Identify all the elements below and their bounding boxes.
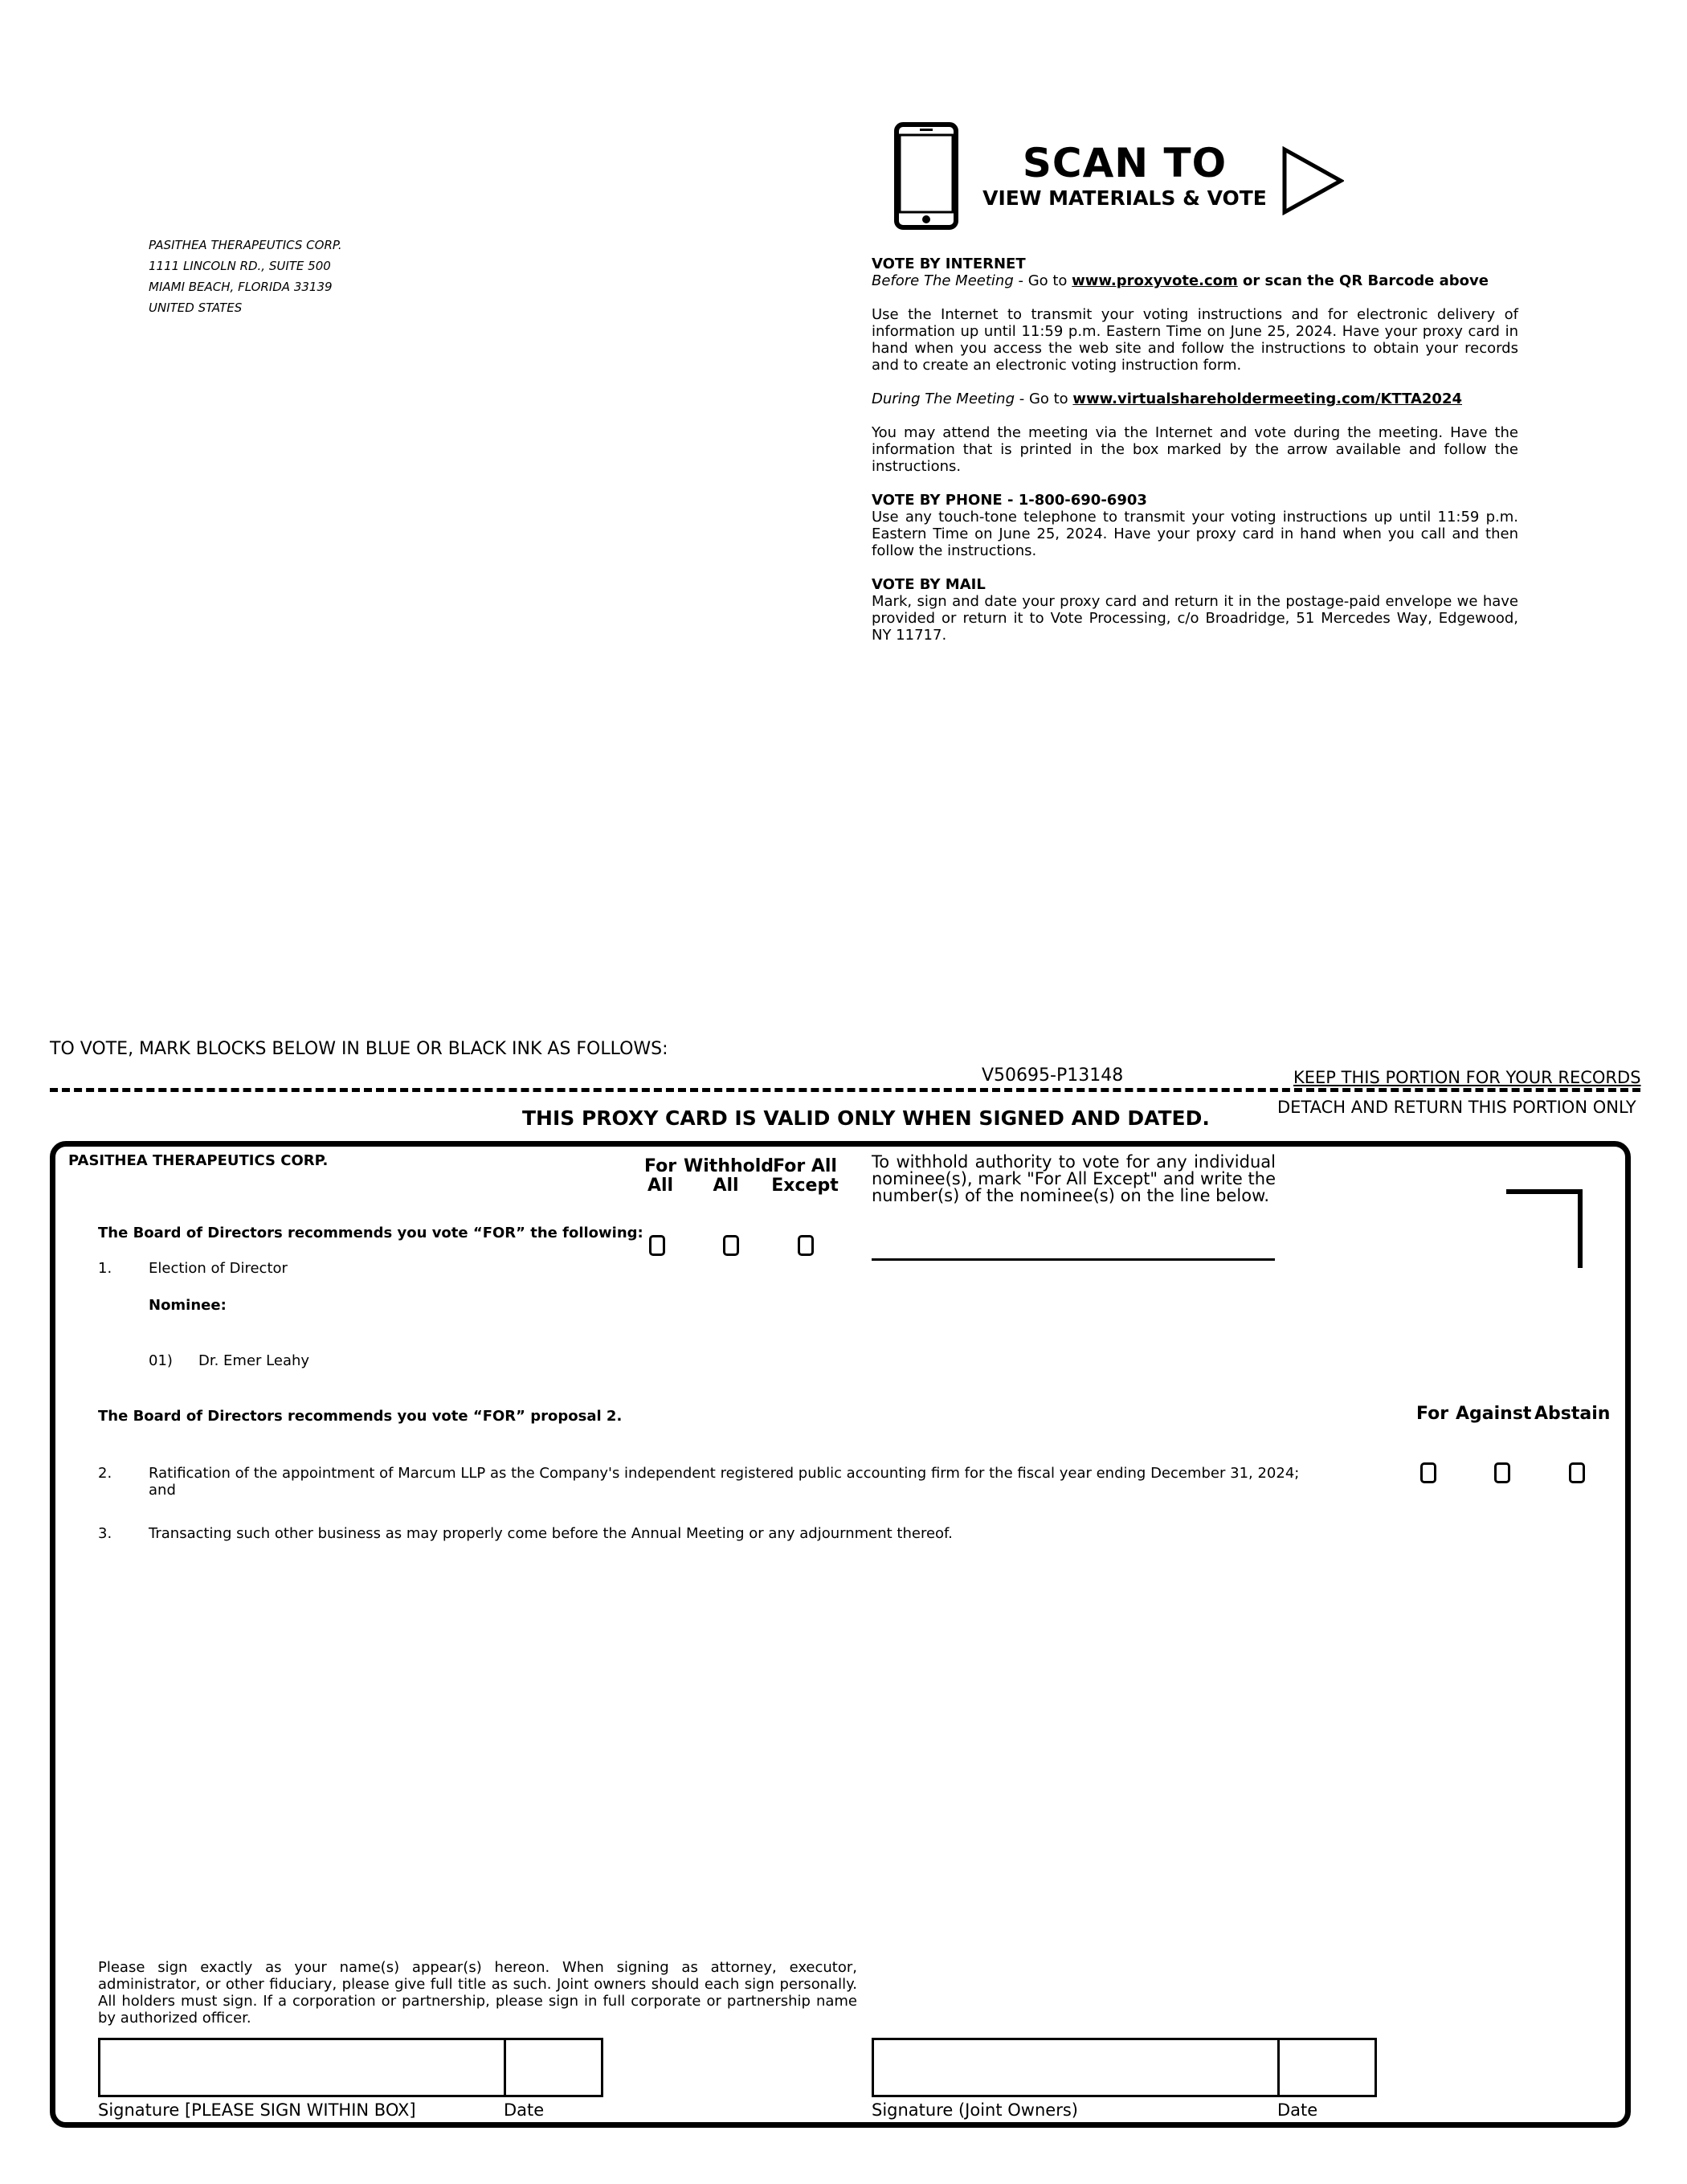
- virtual-meeting-link[interactable]: www.virtualshareholdermeeting.com/KTTA2024: [1072, 391, 1462, 407]
- signature-label: Signature [PLEASE SIGN WITHIN BOX]: [98, 2100, 416, 2120]
- mail-heading: VOTE BY MAIL: [872, 576, 986, 593]
- joint-date-label: Date: [1277, 2100, 1318, 2120]
- col-withhold-all: Withhold All: [684, 1156, 774, 1196]
- nominee-label: Nominee:: [149, 1297, 227, 1314]
- mark-instructions: TO VOTE, MARK BLOCKS BELOW IN BLUE OR BLACK INK AS FOLLOWS:: [50, 1039, 668, 1059]
- checkbox-abstain[interactable]: [1569, 1462, 1585, 1483]
- during-meeting-line: During The Meeting - Go to www.virtualshareholdermeeting.com/KTTA2024: [872, 391, 1462, 407]
- col-for-all: For All: [643, 1156, 677, 1196]
- rec-directors: The Board of Directors recommends you vote “FOR” the following:: [98, 1225, 643, 1241]
- sign-instructions: Please sign exactly as your name(s) appear(s) hereon. When signing as attorney, executor, administrator, or other fiduciary, please give full title as such. Joint owners should each sign personally. All holders must sign. If a corporation or partnership, please sign in full corporate or partnership name by authorized officer.: [98, 1959, 857, 2027]
- scan-title: SCAN TO: [1022, 140, 1227, 186]
- address-country: UNITED STATES: [149, 301, 243, 315]
- before-meeting-line: Before The Meeting - Go to www.proxyvote.com or scan the QR Barcode above: [872, 272, 1489, 289]
- internet-body: Use the Internet to transmit your voting instructions and for electronic delivery of information up until 11:59 p.m. Eastern Time on June 25, 2024. Have your proxy card in hand when you access the web site and follow the instructions to obtain your records and to create an electronic voting instruction form.: [872, 306, 1518, 374]
- during-meeting-label: During The Meeting: [872, 391, 1015, 407]
- item3-number: 3.: [98, 1525, 112, 1542]
- voting-instructions: [872, 256, 1518, 644]
- checkbox-against[interactable]: [1494, 1462, 1510, 1483]
- corner-mark: [1506, 1189, 1583, 1268]
- detach-portion-label: DETACH AND RETURN THIS PORTION ONLY: [1277, 1098, 1636, 1117]
- during-meeting-body: You may attend the meeting via the Internet and vote during the meeting. Have the information that is printed in the box marked by the arrow available and follow the instructions.: [872, 424, 1518, 475]
- col-abstain: Abstain: [1534, 1404, 1611, 1424]
- except-write-in-line[interactable]: [872, 1258, 1275, 1261]
- play-arrow-icon: [1281, 146, 1344, 215]
- valid-notice: THIS PROXY CARD IS VALID ONLY WHEN SIGNED AND DATED.: [522, 1106, 1210, 1130]
- item2-text: Ratification of the appointment of Marcum LLP as the Company's independent registered public accounting firm for the fiscal year ending December 31, 2024; and: [149, 1465, 1300, 1499]
- keep-portion-label: KEEP THIS PORTION FOR YOUR RECORDS: [1293, 1068, 1641, 1087]
- withhold-note: To withhold authority to vote for any individual nominee(s), mark "For All Except" and write the number(s) of the nominee(s) on the line below.: [872, 1152, 1276, 1205]
- address-line1: 1111 LINCOLN RD., SUITE 500: [149, 259, 331, 273]
- phone-body: Use any touch-tone telephone to transmit your voting instructions up until 11:59 p.m. Eastern Time on June 25, 2024. Have your proxy card in hand when you call and then follow the instructions.: [872, 509, 1518, 559]
- proxyvote-link[interactable]: www.proxyvote.com: [1072, 272, 1238, 289]
- address-company-name: PASITHEA THERAPEUTICS CORP.: [149, 238, 342, 252]
- internet-heading: VOTE BY INTERNET: [872, 256, 1026, 272]
- scan-subtitle: VIEW MATERIALS & VOTE: [982, 186, 1267, 210]
- joint-signature-box[interactable]: [872, 2038, 1280, 2097]
- date-label: Date: [504, 2100, 545, 2120]
- mail-body: Mark, sign and date your proxy card and return it in the postage-paid envelope we have provided or return it to Vote Processing, c/o Broadridge, 51 Mercedes Way, Edgewood, NY 11717.: [872, 593, 1518, 644]
- checkbox-for-all[interactable]: [649, 1235, 665, 1256]
- item3-text: Transacting such other business as may properly come before the Annual Meeting or any adjournment thereof.: [149, 1525, 953, 1542]
- item1-number: 1.: [98, 1260, 112, 1277]
- col-for-all-except: For All Except: [771, 1156, 839, 1196]
- item1-text: Election of Director: [149, 1260, 288, 1277]
- company-address: [149, 235, 342, 318]
- col-against: Against: [1456, 1404, 1532, 1424]
- joint-signature-label: Signature (Joint Owners): [872, 2100, 1078, 2120]
- phone-icon: [894, 122, 958, 230]
- phone-heading: VOTE BY PHONE - 1-800-690-6903: [872, 492, 1147, 509]
- nominee-number: 01): [149, 1352, 173, 1369]
- control-code: V50695-P13148: [982, 1065, 1124, 1086]
- checkbox-for[interactable]: [1420, 1462, 1436, 1483]
- date-box[interactable]: [504, 2038, 603, 2097]
- rec-proposal2: The Board of Directors recommends you vote “FOR” proposal 2.: [98, 1408, 623, 1425]
- checkbox-for-all-except[interactable]: [798, 1235, 814, 1256]
- joint-date-box[interactable]: [1277, 2038, 1377, 2097]
- detach-dashed-line: [50, 1088, 1640, 1092]
- checkbox-withhold-all[interactable]: [723, 1235, 739, 1256]
- signature-box[interactable]: [98, 2038, 506, 2097]
- nominee-name: Dr. Emer Leahy: [198, 1352, 310, 1369]
- ballot-company-name: PASITHEA THERAPEUTICS CORP.: [68, 1152, 329, 1169]
- col-for: For: [1415, 1404, 1449, 1424]
- before-meeting-label: Before The Meeting: [872, 272, 1014, 289]
- item2-number: 2.: [98, 1465, 112, 1482]
- address-line2: MIAMI BEACH, FLORIDA 33139: [149, 280, 333, 294]
